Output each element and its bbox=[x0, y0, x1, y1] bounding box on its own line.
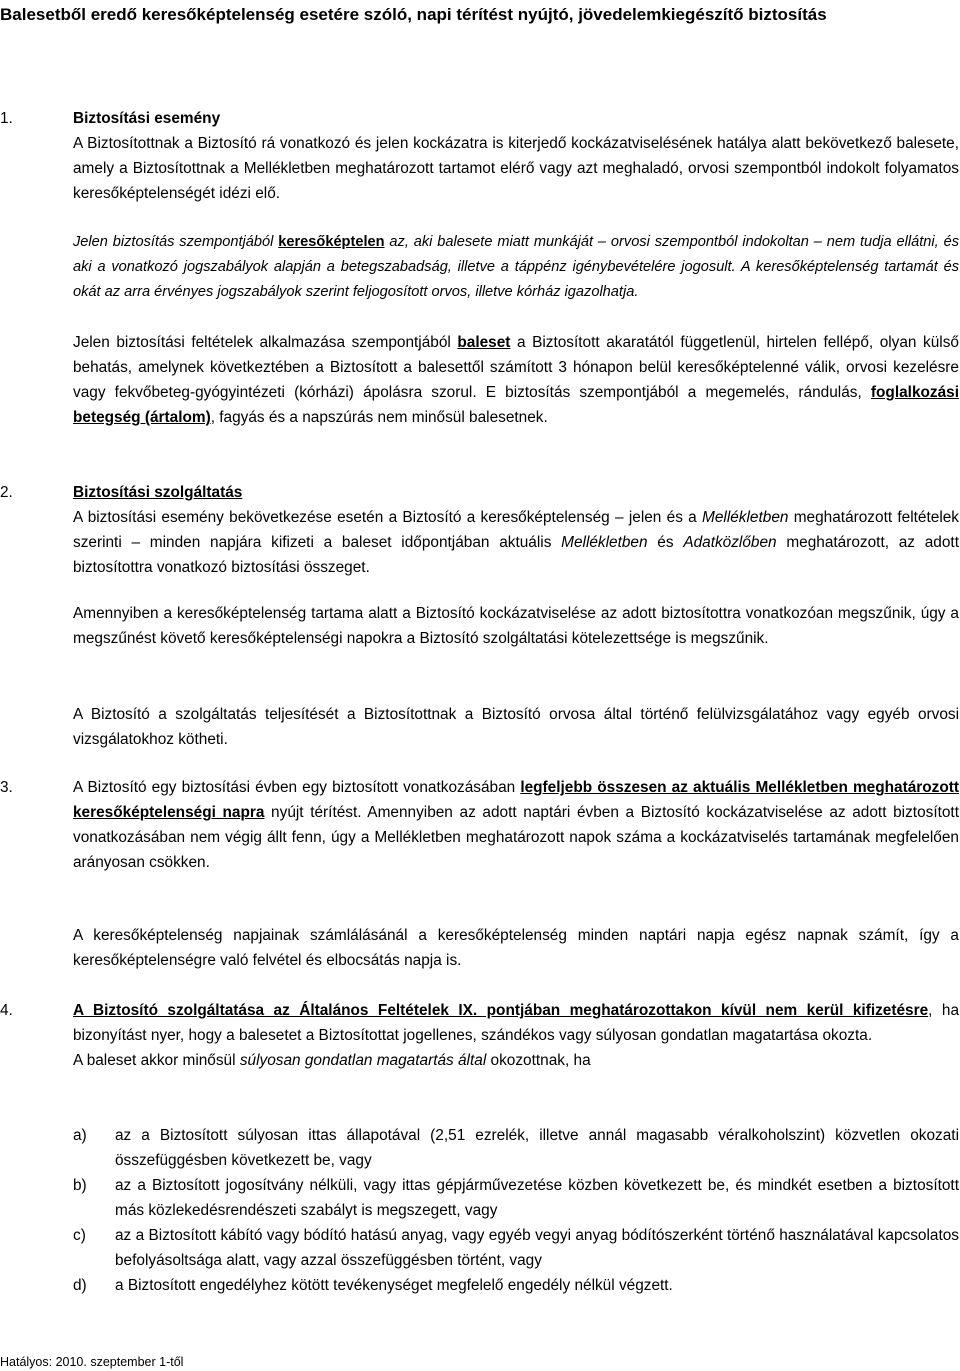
term-kereso-keptelen: keresőképtelen bbox=[278, 234, 385, 250]
section-1-heading: Biztosítási esemény bbox=[73, 110, 221, 127]
section-3-number: 3. bbox=[0, 779, 13, 796]
term-legfeljebb: legfeljebb összesen az aktuális Mellékletben meghatározott keresőképtelenségi napra bbox=[73, 779, 959, 821]
section-4-paragraph-1: A Biztosító szolgáltatása az Általános Feltételek IX. pontjában meghatározottakon kívül nem kerül kifizetésre, ha bizonyítást nyer, hogy a balesetet a Biztosítottat jogellenes, szándékos vagy súlyosan gondatlan magatartása okozta. A baleset akkor minősül súlyosan gondatlan magatartás által okozottnak, ha bbox=[73, 1002, 959, 1069]
term-nem-kerul-kifizetesre: A Biztosító szolgáltatása az Általános Feltételek IX. pontjában meghatározottakon kívül nem kerül kifizetésre bbox=[73, 1002, 929, 1019]
section-1-paragraph-1: A Biztosítottnak a Biztosító rá vonatkozó és jelen kockázatra is kiterjedő kockázatviselésének hatálya alatt bekövetkező balesete, amely a Biztosítottnak a Mellékletben meghatározott tartamot elérő vagy azt meghaladó, orvosi szempontból indokolt folyamatos keresőképtelenségét idézi elő. bbox=[73, 135, 959, 202]
section-2-paragraph-3: A Biztosító a szolgáltatás teljesítését a Biztosítottnak a Biztosító orvosa által történő felülvizsgálatához vagy egyéb orvosi vizsgálatokhoz kötheti. bbox=[73, 706, 959, 748]
section-2-number: 2. bbox=[0, 484, 13, 501]
section-1 bbox=[73, 106, 959, 206]
list-item: a) az a Biztosított súlyosan ittas állapotával (2,51 ezrelék, illetve annál magasabb véralkoholszint) közvetlen okozati összefüggésben következett be, vagy bbox=[73, 1127, 959, 1169]
section-1-paragraph-2: Jelen biztosítás szempontjából keresőképtelen az, aki balesete miatt munkáját – orvosi szempontból indokoltan – nem tudja ellátni, és aki a vonatkozó jogszabályok alapján a betegszabadság, illetve a táppénz igénybevételére jogosult. A keresőképtelenség tartamát és okát az arra érvényes jogszabályok szerint feljogosított orvos, illetve kórház igazolhatja. bbox=[73, 234, 959, 300]
list-item: c) az a Biztosított kábító vagy bódító hatású anyag, vagy egyéb vegyi anyag bódítószerként történő használatával kapcsolatos befolyásoltsága alatt, vagy azzal összefüggésben történt, vagy bbox=[73, 1227, 959, 1269]
term-baleset: baleset bbox=[457, 334, 511, 351]
effective-date-footer: Hatályos: 2010. szeptember 1-től bbox=[0, 1355, 184, 1369]
section-2-heading: Biztosítási szolgáltatás bbox=[73, 484, 243, 501]
term-foglalkozasi-betegseg: foglalkozási betegség (ártalom) bbox=[73, 384, 959, 426]
list-item: d) a Biztosított engedélyhez kötött tevékenységet megfelelő engedély nélkül végzett. bbox=[73, 1277, 673, 1294]
list-item: b) az a Biztosított jogosítvány nélküli, vagy ittas gépjárművezetése közben következett be, és mindkét esetben a biztosított más közlekedésrendészeti szabályt is megszegett, vagy bbox=[73, 1177, 959, 1219]
section-1-number: 1. bbox=[0, 110, 13, 127]
section-2-paragraph-1: A biztosítási esemény bekövetkezése esetén a Biztosító a keresőképtelenség – jelen és a Mellékletben meghatározott feltételek szerinti – minden napjára kifizeti a baleset időpontjában aktuális Mellékletben és Adatközlőben meghatározott, az adott biztosítottra vonatkozó biztosítási összeget. bbox=[73, 509, 959, 576]
section-4-number: 4. bbox=[0, 1002, 13, 1019]
section-2-paragraph-2: Amennyiben a keresőképtelenség tartama alatt a Biztosító kockázatviselése az adott biztosítottra vonatkozóan megszűnik, úgy a megszűnést követő keresőképtelenségi napokra a Biztosító szolgáltatási kötelezettsége is megszűnik. bbox=[73, 605, 959, 647]
section-2 bbox=[73, 480, 959, 580]
document-title: Balesetből eredő keresőképtelenség esetére szóló, napi térítést nyújtó, jövedelemkiegészítő biztosítás bbox=[0, 5, 827, 24]
section-1-paragraph-3: Jelen biztosítási feltételek alkalmazása szempontjából baleset a Biztosított akaratától függetlenül, hirtelen fellépő, olyan külső behatás, amelynek következtében a Biztosított a balesettől számított 3 hónapon belül keresőképtelenné válik, orvosi kezelésre vagy fekvőbeteg-gyógyintézeti (kórházi) ápolásra szorul. E biztosítás szempontjából a megemelés, rándulás, foglalkozási betegség (ártalom), fagyás és a napszúrás nem minősül balesetnek. bbox=[73, 334, 959, 426]
exclusion-list bbox=[73, 1123, 959, 1298]
section-3-paragraph-2: A keresőképtelenség napjainak számlálásánál a keresőképtelenség minden naptári napja egész napnak számít, így a keresőképtelenségre való felvétel és elbocsátás napja is. bbox=[73, 927, 959, 969]
section-3-paragraph-1: A Biztosító egy biztosítási évben egy biztosított vonatkozásában legfeljebb összesen az aktuális Mellékletben meghatározott keresőképtelenségi napra nyújt térítést. Amennyiben az adott naptári évben a Biztosító kockázatviselése az adott biztosított vonatkozásában nem végig állt fenn, úgy a Mellékletben meghatározott napok száma a kockázatviselés tartamának megfelelően arányosan csökken. bbox=[73, 779, 959, 871]
